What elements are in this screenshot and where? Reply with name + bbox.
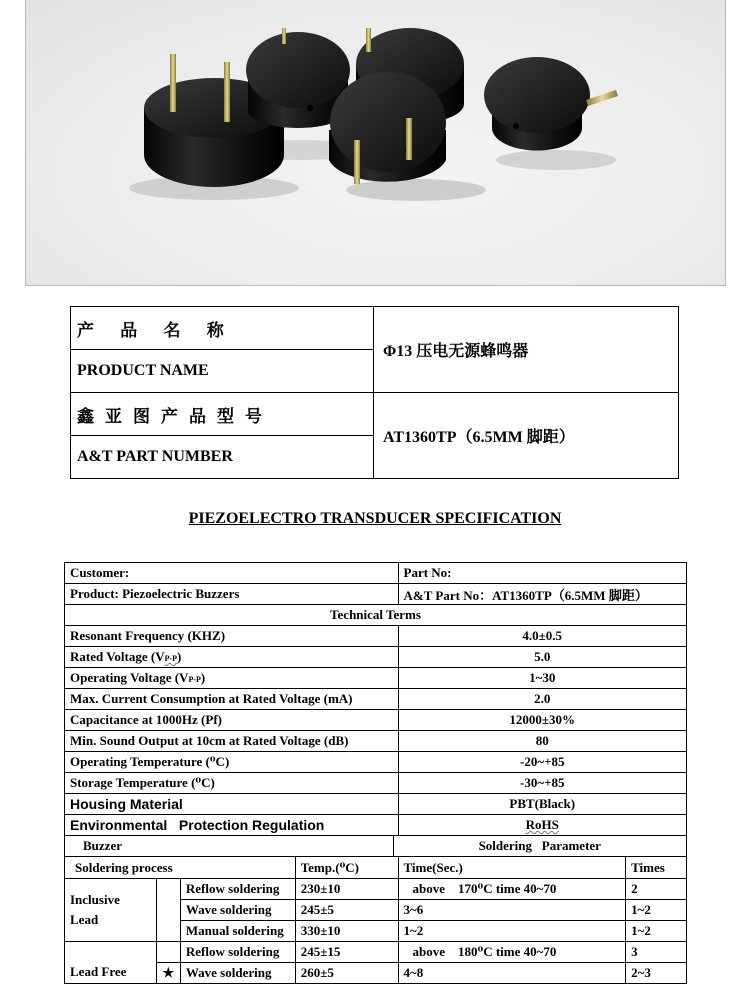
product-name-value: Φ13 压电无源蜂鸣器 xyxy=(374,307,679,393)
soldering-time: 4~8 xyxy=(398,963,626,984)
table-row xyxy=(65,879,687,900)
spec-title: PIEZOELECTRO TRANSDUCER SPECIFICATION xyxy=(188,510,562,527)
soldering-method: Manual soldering xyxy=(180,921,295,942)
technical-terms-header: Technical Terms xyxy=(65,605,687,626)
spec-label: Rated Voltage (VP-P) xyxy=(65,647,399,668)
times-header: Times xyxy=(626,857,687,879)
spec-label: Max. Current Consumption at Rated Voltage (mA) xyxy=(65,689,399,710)
table-row xyxy=(65,689,687,710)
part-number-en-label: A&T PART NUMBER xyxy=(71,436,374,479)
soldering-parameter-header: Soldering Parameter xyxy=(393,836,686,857)
table-row xyxy=(65,668,687,689)
soldering-method: Reflow soldering xyxy=(180,942,295,963)
spec-value: 5.0 xyxy=(398,647,687,668)
table-row xyxy=(65,942,687,963)
customer-label: Customer: xyxy=(65,563,399,584)
table-row xyxy=(65,773,687,794)
soldering-time: 1~2 xyxy=(398,921,626,942)
soldering-temp: 260±5 xyxy=(295,963,398,984)
soldering-method: Wave soldering xyxy=(180,900,295,921)
spec-value: 12000±30% xyxy=(398,710,687,731)
soldering-times: 3 xyxy=(626,942,687,963)
spec-label: Operating Voltage (VP-P) xyxy=(65,668,399,689)
spec-value: -30~+85 xyxy=(398,773,687,794)
spec-label: Operating Temperature (⁰C) xyxy=(65,752,399,773)
soldering-process-label: Soldering process xyxy=(65,857,296,879)
spec-label: Housing Material xyxy=(65,794,399,815)
table-row xyxy=(65,626,687,647)
temp-header: Temp.(⁰C) xyxy=(295,857,398,879)
table-row xyxy=(65,710,687,731)
part-no-label: Part No: xyxy=(398,563,687,584)
star-icon: ★ xyxy=(156,963,180,984)
spec-value: -20~+85 xyxy=(398,752,687,773)
time-header: Time(Sec.) xyxy=(398,857,626,879)
soldering-time: above 170⁰C time 40~70 xyxy=(398,879,626,900)
soldering-times: 2~3 xyxy=(626,963,687,984)
soldering-temp: 230±10 xyxy=(295,879,398,900)
buzzer-label: Buzzer xyxy=(65,836,394,857)
table-row xyxy=(65,815,687,836)
inclusive-lead-label: Inclusive Lead xyxy=(65,879,157,942)
spec-value: 80 xyxy=(398,731,687,752)
lead-free-label: Lead Free xyxy=(65,942,157,984)
spec-value: PBT(Black) xyxy=(398,794,687,815)
part-number-cn-label: 鑫亚图产品型号 xyxy=(71,393,374,436)
spacer-cell xyxy=(156,879,180,942)
soldering-time: 3~6 xyxy=(398,900,626,921)
table-row xyxy=(65,647,687,668)
soldering-time: above 180⁰C time 40~70 xyxy=(398,942,626,963)
product-photo xyxy=(25,0,726,286)
spec-label: Min. Sound Output at 10cm at Rated Voltage (dB) xyxy=(65,731,399,752)
spec-label: Resonant Frequency (KHZ) xyxy=(65,626,399,647)
soldering-times: 1~2 xyxy=(626,900,687,921)
at-part-label: A&T Part No：AT1360TP（6.5MM 脚距） xyxy=(398,584,687,605)
soldering-temp: 330±10 xyxy=(295,921,398,942)
soldering-method: Wave soldering xyxy=(180,963,295,984)
soldering-temp: 245±5 xyxy=(295,900,398,921)
product-name-en-label: PRODUCT NAME xyxy=(71,350,374,393)
table-row xyxy=(65,752,687,773)
product-label: Product: Piezoelectric Buzzers xyxy=(65,584,399,605)
product-info-table xyxy=(70,306,679,479)
table-row xyxy=(65,963,687,984)
soldering-times: 2 xyxy=(626,879,687,900)
soldering-method: Reflow soldering xyxy=(180,879,295,900)
product-name-cn-label: 产 品 名 称 xyxy=(71,307,374,350)
spec-label: Environmental Protection Regulation xyxy=(65,815,399,836)
spec-label: Capacitance at 1000Hz (Pf) xyxy=(65,710,399,731)
spec-label: Storage Temperature (⁰C) xyxy=(65,773,399,794)
buzzer-illustration xyxy=(26,0,727,286)
spec-value: 2.0 xyxy=(398,689,687,710)
spec-value: 1~30 xyxy=(398,668,687,689)
spec-value: 4.0±0.5 xyxy=(398,626,687,647)
part-number-value: AT1360TP（6.5MM 脚距） xyxy=(374,393,679,479)
soldering-temp: 245±15 xyxy=(295,942,398,963)
table-row xyxy=(65,794,687,815)
spec-value: RoHS xyxy=(398,815,687,836)
soldering-times: 1~2 xyxy=(626,921,687,942)
spacer-cell xyxy=(156,942,180,963)
table-row xyxy=(65,731,687,752)
spec-table xyxy=(64,562,687,984)
